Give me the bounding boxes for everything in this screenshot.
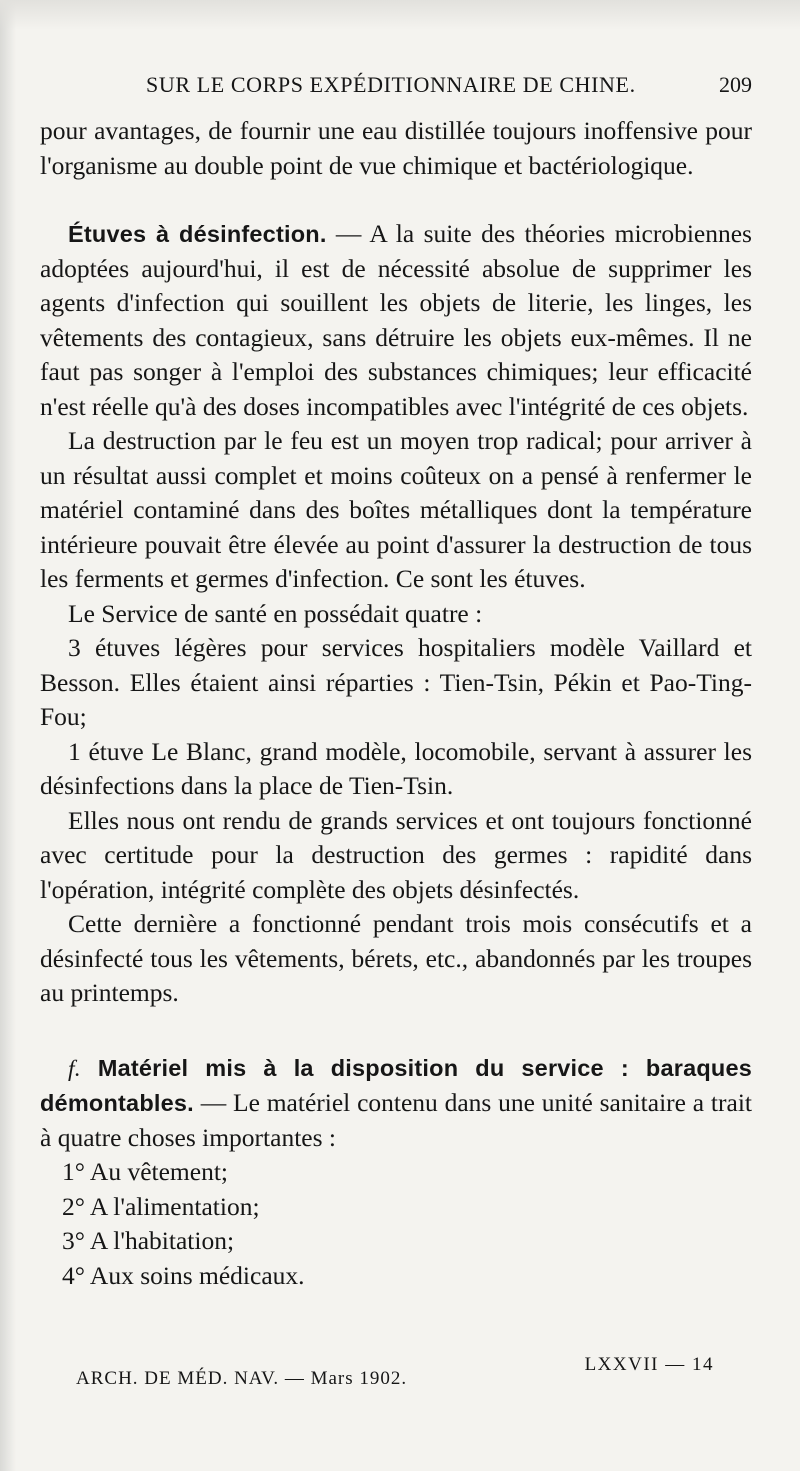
paragraph-etuves-legeres: 3 étuves légères pour services hospitaliers modèle Vaillard et Besson. Elles étaient ainsi réparties : Tien-Tsin, Pékin et Pao-Ting-Fou; <box>40 633 752 731</box>
list-item: 4° Aux soins médicaux. <box>62 1260 305 1290</box>
scan-top-shadow <box>0 0 800 30</box>
page-footer <box>40 1354 752 1394</box>
paragraph-etuve-le-blanc: 1 étuve Le Blanc, grand modèle, locomobile, servant à assurer les désinfections dans la place de Tien-Tsin. <box>40 736 752 800</box>
paragraph-services-rendus: Elles nous ont rendu de grands services et ont toujours fonctionné avec certitude pour la destruction des germes : rapidité dans l'opération, intégrité complète des objets désinfectés. <box>40 805 752 904</box>
running-title: SUR LE CORPS EXPÉDITIONNAIRE DE CHINE. <box>146 72 636 97</box>
paragraph-materiel <box>40 1051 752 1156</box>
page-header <box>40 72 752 108</box>
body-text <box>40 114 752 1293</box>
list-item: 2° A l'alimentation; <box>62 1191 260 1221</box>
scan-edge-shadow <box>0 0 16 1471</box>
journal-reference: ARCH. DE MÉD. NAV. — Mars 1902. <box>76 1368 408 1389</box>
list-item: 3° A l'habitation; <box>62 1226 235 1255</box>
paragraph-etuves <box>40 217 752 424</box>
paragraph-destruction: La destruction par le feu est un moyen trop radical; pour arriver à un résultat aussi complet et moins coûteux on a pensé à renfermer le matériel contaminé dans des boîtes métalliques dont la température intérieure pouvait être élevée au point d'assurer la destruction de tous les ferments et germes d'infection. Ce sont les étuves. <box>40 426 752 593</box>
paragraph-service-sante: Le Service de santé en possédait quatre : <box>68 598 483 628</box>
paragraph-derniere: Cette dernière a fonctionné pendant trois mois consécutifs et a désinfecté tous les vêtements, bérets, etc., abandonnés par les troupes au printemps. <box>40 909 752 1007</box>
list-item: 1° Au vêtement; <box>62 1157 228 1186</box>
paragraph-distilled-water: pour avantages, de fournir une eau distillée toujours inoffensive pour l'organisme au double point de vue chimique et bactériologique. <box>40 116 752 180</box>
sheet-signature: LXXVII — 14 <box>584 1354 714 1375</box>
section-heading-materiel-text: Matériel mis à la disposition du service : baraques démontables. <box>40 1054 752 1116</box>
paragraph-materiel-text: — Le matériel contenu dans une unité sanitaire a trait à quatre choses importantes : <box>40 1088 752 1152</box>
section-heading-etuves: Étuves à désinfection. <box>68 221 327 247</box>
paragraph-etuves-text: — A la suite des théories microbiennes adoptées aujourd'hui, il est de nécessité absolue de supprimer les agents d'infection qui souillent les objets de literie, les linges, les vêtements des contagieux, sans détruire les objets eux-mêmes. Il ne faut pas songer à l'emploi des substances chimiques; leur efficacité n'est réelle qu'à des doses incompatibles avec l'intégrité de ces objets. <box>40 219 752 421</box>
page-number: 209 <box>719 72 752 97</box>
section-letter: f. <box>68 1055 81 1082</box>
